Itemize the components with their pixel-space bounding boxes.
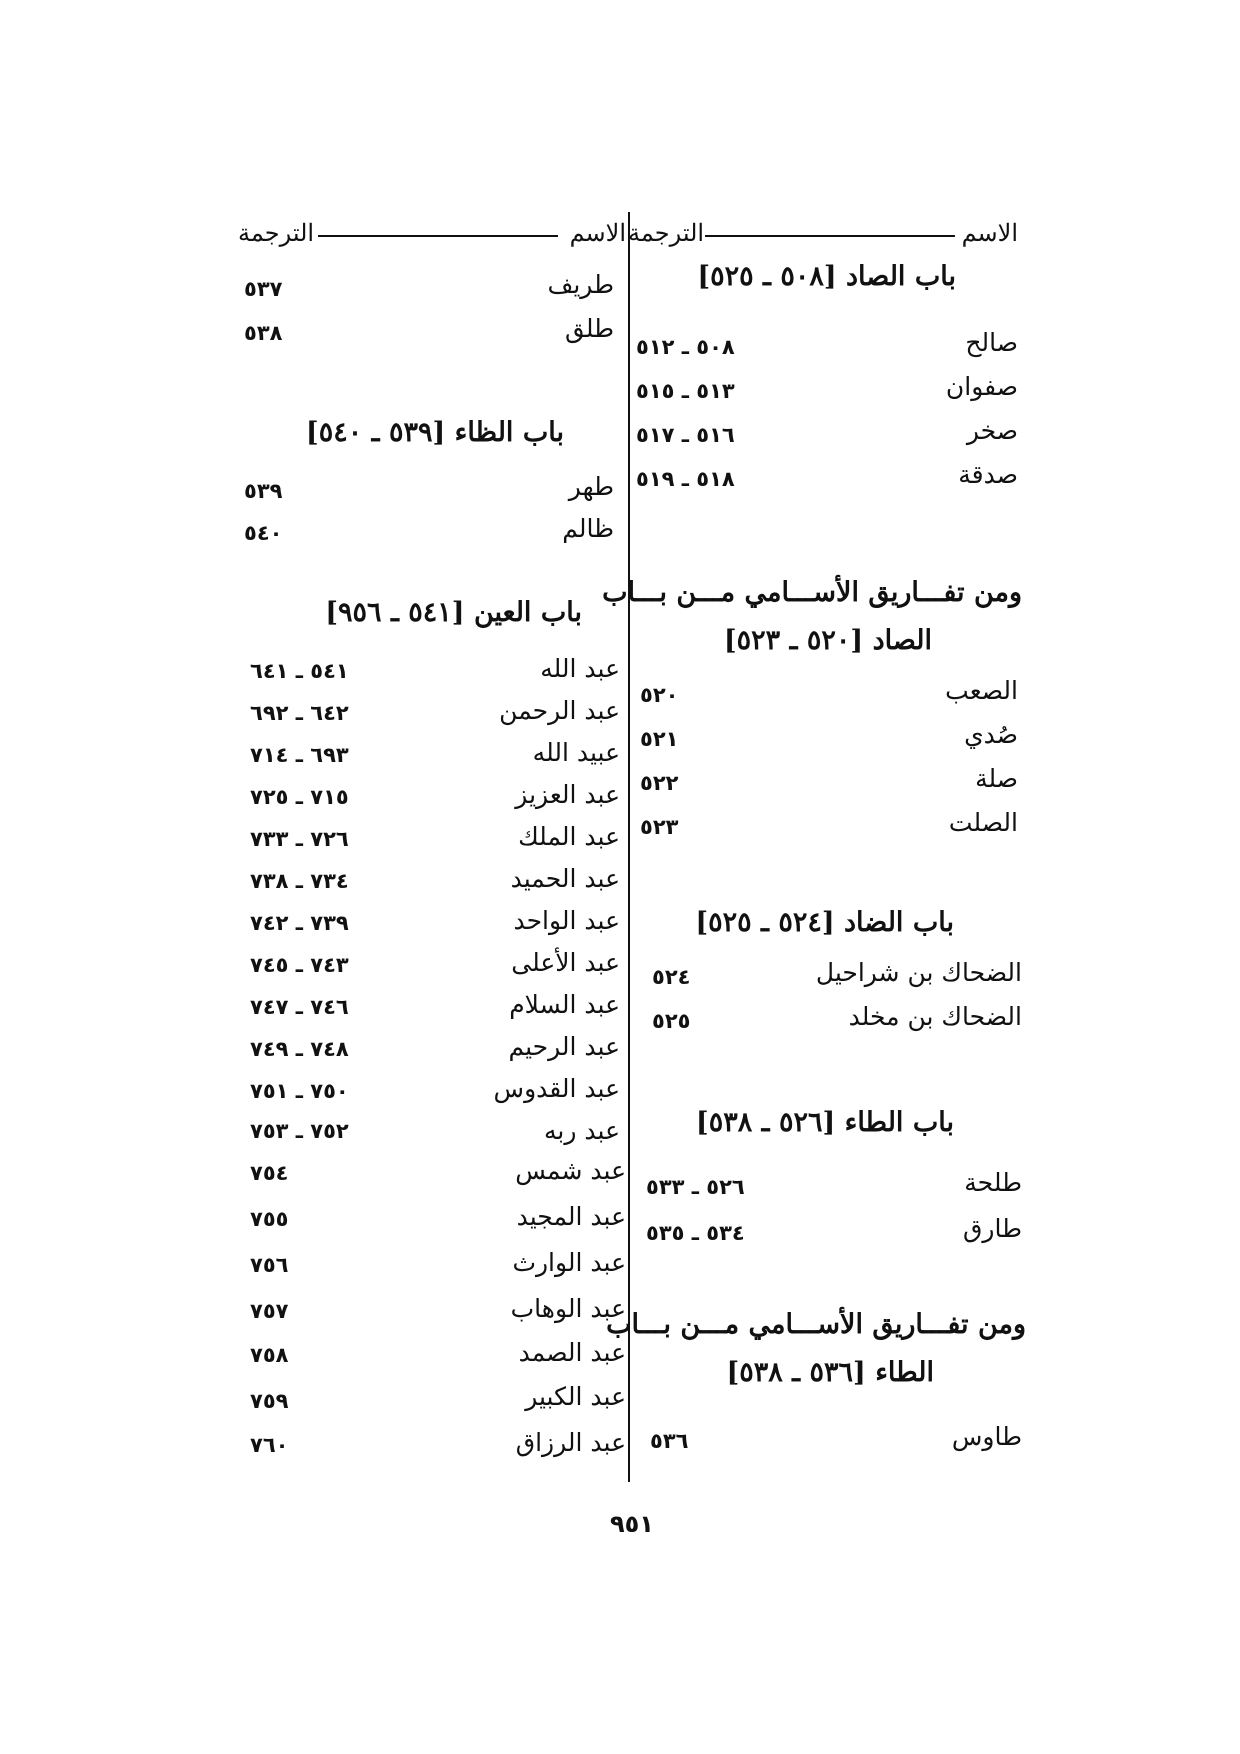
right-header-rule — [705, 235, 955, 237]
entry-number: ٧٥٦ — [250, 1253, 289, 1277]
entry-number: ٥٤١ ـ ٦٤١ — [250, 659, 349, 683]
entry-name: عبد الكبير — [525, 1382, 626, 1411]
entry-name: الضحاك بن شراحيل — [815, 958, 1022, 987]
entry-number: ٧٤٦ ـ ٧٤٧ — [250, 995, 349, 1019]
entry-name: صُدي — [964, 720, 1018, 749]
entry-number: ٧٥٠ ـ ٧٥١ — [250, 1079, 349, 1103]
left-header-rule — [318, 235, 558, 237]
entry-name: عبد الله — [540, 654, 620, 683]
entry-number: ٦٤٢ ـ ٦٩٢ — [250, 701, 349, 725]
entry-number: ٧٢٦ ـ ٧٣٣ — [250, 827, 349, 851]
entry-name: الضحاك بن مخلد — [848, 1002, 1022, 1031]
entry-name: عبد العزيز — [515, 780, 620, 809]
entry-number: ٥٣٩ — [244, 479, 283, 503]
entry-name: طهر — [568, 472, 614, 501]
entry-number: ٧٦٠ — [250, 1433, 289, 1457]
entry-number: ٧٥٢ ـ ٧٥٣ — [250, 1119, 349, 1143]
entry-number: ٧٥٥ — [250, 1207, 289, 1231]
left-header-entry: الترجمة — [238, 219, 315, 247]
entry-number: ٥٢١ — [640, 727, 679, 751]
entry-number: ٧٤٨ ـ ٧٤٩ — [250, 1037, 349, 1061]
entry-name: عبد الرحمن — [499, 696, 620, 725]
entry-name: الصلت — [948, 808, 1018, 837]
entry-name: صفوان — [945, 372, 1018, 401]
entry-number: ٧٣٤ ـ ٧٣٨ — [250, 869, 349, 893]
entry-number: ٥٣٦ — [650, 1429, 689, 1453]
entry-name: عبد الحميد — [510, 864, 620, 893]
entry-number: ٧٣٩ ـ ٧٤٢ — [250, 911, 349, 935]
entry-number: ٧١٥ ـ ٧٢٥ — [250, 785, 349, 809]
entry-name: عبد الصمد — [518, 1338, 626, 1367]
entry-name: طاوس — [951, 1422, 1022, 1451]
entry-name: عبد شمس — [515, 1156, 626, 1185]
entry-number: ٧٥٨ — [250, 1343, 289, 1367]
section-heading-ayn: باب العين [٥٤١ ـ ٩٥٦] — [325, 597, 582, 628]
entry-name: طلحة — [964, 1168, 1022, 1197]
entry-name: طارق — [963, 1214, 1022, 1243]
section-heading-ta-misc-line1: ومن تفـــاريق الأســـامي مـــن بـــاب — [606, 1309, 1026, 1340]
entry-name: الصعب — [945, 676, 1018, 705]
entry-number: ٥٣٤ ـ ٥٣٥ — [646, 1221, 745, 1245]
page-number: ٩٥١ — [610, 1510, 654, 1538]
entry-name: ظالم — [562, 514, 614, 543]
entry-number: ٥١٨ ـ ٥١٩ — [636, 467, 735, 491]
entry-name: صخر — [966, 416, 1018, 445]
section-heading-sad-misc-line1: ومن تفـــاريق الأســـامي مـــن بـــاب — [602, 577, 1022, 608]
entry-name: طريف — [547, 270, 614, 299]
entry-number: ٥٢٥ — [652, 1009, 691, 1033]
entry-number: ٥٠٨ ـ ٥١٢ — [636, 335, 735, 359]
entry-number: ٧٥٩ — [250, 1389, 289, 1413]
entry-name: صدقة — [958, 460, 1018, 489]
entry-name: عبيد الله — [532, 738, 620, 767]
entry-number: ٥٤٠ — [244, 521, 283, 545]
entry-number: ٥٢٤ — [652, 965, 691, 989]
section-heading-dad: باب الضاد [٥٢٤ ـ ٥٢٥] — [695, 907, 954, 938]
section-heading-sad: باب الصاد [٥٠٨ ـ ٥٢٥] — [697, 261, 956, 292]
entry-name: صلة — [975, 764, 1018, 793]
entry-name: عبد الأعلى — [511, 948, 620, 977]
entry-number: ٥١٣ ـ ٥١٥ — [636, 379, 735, 403]
left-header-name: الاسم — [569, 219, 626, 247]
entry-number: ٥٢٦ ـ ٥٣٣ — [646, 1175, 745, 1199]
entry-name: عبد الرحيم — [508, 1032, 620, 1061]
entry-name: عبد الوارث — [512, 1248, 626, 1277]
section-heading-ta-misc-line2: الطاء [٥٣٦ ـ ٥٣٨] — [726, 1357, 934, 1388]
entry-number: ٥٢٠ — [640, 683, 679, 707]
entry-name: عبد القدوس — [493, 1074, 620, 1103]
entry-number: ٧٥٧ — [250, 1299, 289, 1323]
entry-number: ٥١٦ ـ ٥١٧ — [636, 423, 735, 447]
entry-name: عبد الملك — [518, 822, 620, 851]
entry-number: ٦٩٣ ـ ٧١٤ — [250, 743, 349, 767]
column-divider — [628, 212, 630, 1482]
right-header-entry: الترجمة — [628, 219, 705, 247]
entry-number: ٧٥٤ — [250, 1161, 289, 1185]
entry-name: عبد الوهاب — [510, 1294, 626, 1323]
right-header-name: الاسم — [961, 219, 1018, 247]
section-heading-ta: باب الطاء [٥٢٦ ـ ٥٣٨] — [695, 1107, 954, 1138]
entry-number: ٥٢٢ — [640, 771, 679, 795]
entry-name: عبد المجيد — [516, 1202, 626, 1231]
entry-number: ٥٢٣ — [640, 815, 679, 839]
section-heading-za: باب الظاء [٥٣٩ ـ ٥٤٠] — [305, 417, 564, 448]
entry-number: ٧٤٣ ـ ٧٤٥ — [250, 953, 349, 977]
entry-number: ٥٣٧ — [244, 277, 283, 301]
entry-name: صالح — [965, 328, 1018, 357]
entry-number: ٥٣٨ — [244, 321, 283, 345]
entry-name: عبد السلام — [509, 990, 620, 1019]
entry-name: عبد الرزاق — [515, 1428, 626, 1457]
section-heading-sad-misc-line2: الصاد [٥٢٠ ـ ٥٢٣] — [723, 625, 932, 656]
entry-name: طلق — [564, 314, 614, 343]
entry-name: عبد ربه — [544, 1116, 620, 1145]
entry-name: عبد الواحد — [513, 906, 620, 935]
